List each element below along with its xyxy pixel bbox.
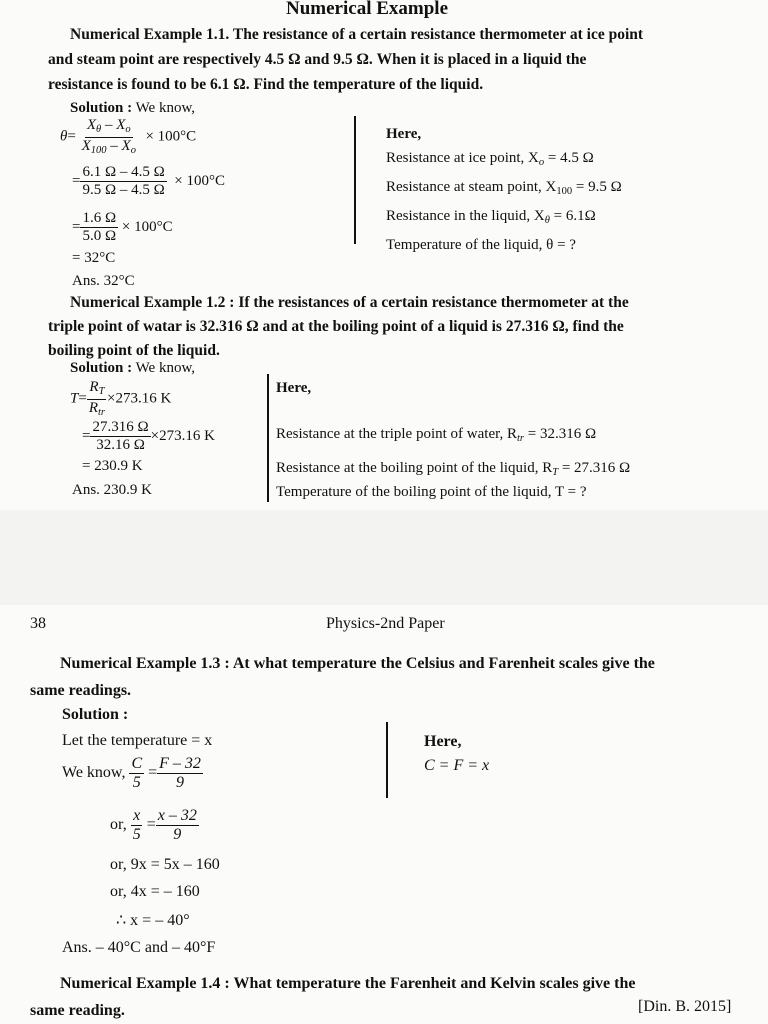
equation-line: = $\frac{6.1 \Omega - 4.5 \Omega}{9.5 \Omega - 4.5 \Omega}$ × 100°C — [72, 164, 225, 198]
example-1-2-question — [48, 291, 748, 363]
given-item: Resistance at steam point, $X_{100} = 9.5$ Ω — [386, 179, 622, 197]
solution-heading — [70, 100, 195, 117]
equation-line: Let the temperature = x — [62, 732, 213, 749]
question-line: same reading. — [30, 1002, 125, 1019]
question-line: resistance is found to be 6.1 Ω. Find the temperature of the liquid. — [48, 76, 484, 93]
times-text: ×273.16 K — [107, 390, 172, 407]
solution-label: Solution : — [70, 360, 133, 376]
given-item: Resistance at the triple point of water, $R_{tr} = 32.316$ Ω — [276, 426, 597, 444]
equation-line: or, $\frac{x}{5}$ = $\frac{x - 32}{9}$ — [110, 807, 197, 843]
equation-line: or, 9x = 5x – 160 — [110, 856, 220, 873]
equation-line: T= $\frac{R_T}{R_{tr}}$ ×273.16 K — [70, 379, 172, 418]
we-know-text: We know, — [62, 764, 126, 782]
times-text: × 100°C — [145, 128, 197, 145]
exam-reference: [Din. B. 2015] — [638, 998, 732, 1015]
we-know-text: We know, — [132, 100, 196, 116]
times-text: × 100°C — [121, 218, 173, 235]
given-block — [386, 122, 622, 257]
question-line: Numerical Example 1.1. The resistance of a certain resistance thermometer at ice point — [70, 26, 644, 43]
divider-line — [354, 116, 356, 244]
question-line: same readings. — [30, 682, 132, 699]
page-number: 38 — [30, 615, 46, 632]
given-item: Resistance at the boiling point of the liquid, $R_T = 27.316$ Ω — [276, 460, 631, 478]
question-line: and steam point are respectively 4.5 Ω and 9.5 Ω. When it is placed in a liquid the — [48, 51, 587, 68]
divider-line — [386, 722, 388, 798]
question-line: Numerical Example 1.3 : At what temperature the Celsius and Farenheit scales give the — [60, 655, 655, 672]
we-know-text: We know, — [132, 360, 196, 376]
divider-line — [267, 374, 269, 502]
example-1-1-question — [48, 22, 748, 97]
given-block — [424, 730, 489, 778]
fraction: $\frac{R_T}{R_{tr}}$ — [88, 379, 105, 418]
equation-line: or, 4x = – 160 — [110, 883, 200, 900]
or-text: or, — [110, 816, 127, 834]
fraction: $\frac{1.6 \Omega}{5.0 \Omega}$ — [82, 210, 117, 244]
solution-label: Solution : — [70, 100, 133, 116]
fraction: $\frac{x}{5}$ — [132, 807, 141, 843]
times-text: ×273.16 K — [150, 427, 215, 444]
question-line: Numerical Example 1.2 : If the resistances of a certain resistance thermometer at the — [70, 294, 629, 311]
result-line: = 32°C — [72, 250, 116, 266]
question-line: triple point of watar is 32.316 Ω and at the boiling point of a liquid is 27.316 Ω, find the — [48, 318, 624, 335]
here-label: Here, — [386, 126, 422, 142]
fraction: $\frac{6.1 \Omega - 4.5 \Omega}{9.5 \Omega - 4.5 \Omega}$ — [82, 164, 165, 198]
result-line: = 230.9 K — [82, 458, 143, 474]
equation-line: = $\frac{1.6 \Omega}{5.0 \Omega}$ × 100°C — [72, 210, 173, 244]
solution-label: Solution : — [62, 706, 129, 723]
given-item: Temperature of the boiling point of the liquid, T = ? — [276, 484, 587, 500]
given-item: Temperature of the liquid, θ = ? — [386, 237, 576, 253]
question-line: boiling point of the liquid. — [48, 342, 220, 359]
given-item: Resistance in the liquid, $X_\theta = 6.1\Omega$ — [386, 208, 596, 226]
here-label: Here, — [424, 733, 462, 750]
page-title: Numerical Example — [286, 0, 449, 19]
t-symbol: T — [70, 390, 79, 407]
fraction: $\frac{x - 32}{9}$ — [157, 807, 197, 843]
fraction: $\frac{C}{5}$ — [131, 755, 143, 791]
equation-line: We know, $\frac{C}{5}$ = $\frac{F - 32}{9}$ — [62, 755, 201, 791]
fraction: $\frac{X_\theta - X_o}{X_{100} - X_o}$ — [81, 117, 136, 156]
given-item: Resistance at ice point, $X_o = 4.5$ Ω — [386, 150, 594, 168]
given-item: C = F = x — [424, 757, 490, 774]
fraction: $\frac{27.316 \Omega}{32.16 \Omega}$ — [92, 419, 149, 453]
example-1-3-question — [30, 650, 766, 704]
equation-line: = $\frac{27.316 \Omega}{32.16 \Omega}$ ×273.16 K — [82, 419, 215, 453]
answer-line: Ans. 32°C — [72, 273, 135, 289]
equation-line: ∴ x = – 40° — [116, 912, 190, 929]
solution-heading — [70, 360, 195, 377]
fraction: $\frac{F - 32}{9}$ — [159, 755, 201, 791]
answer-line: Ans. 230.9 K — [72, 482, 153, 498]
equation-line: θ= $\frac{X_\theta - X_o}{X_{100} - X_o}$ × 100°C — [60, 117, 197, 156]
given-block — [276, 380, 631, 500]
times-text: × 100°C — [174, 172, 225, 189]
running-header: Physics-2nd Paper — [326, 615, 445, 632]
question-line: Numerical Example 1.4 : What temperature the Farenheit and Kelvin scales give the — [60, 975, 636, 992]
here-label: Here, — [276, 380, 312, 396]
page-gap — [0, 510, 768, 605]
answer-line: Ans. – 40°C and – 40°F — [62, 939, 216, 956]
theta-symbol: θ — [60, 128, 68, 145]
